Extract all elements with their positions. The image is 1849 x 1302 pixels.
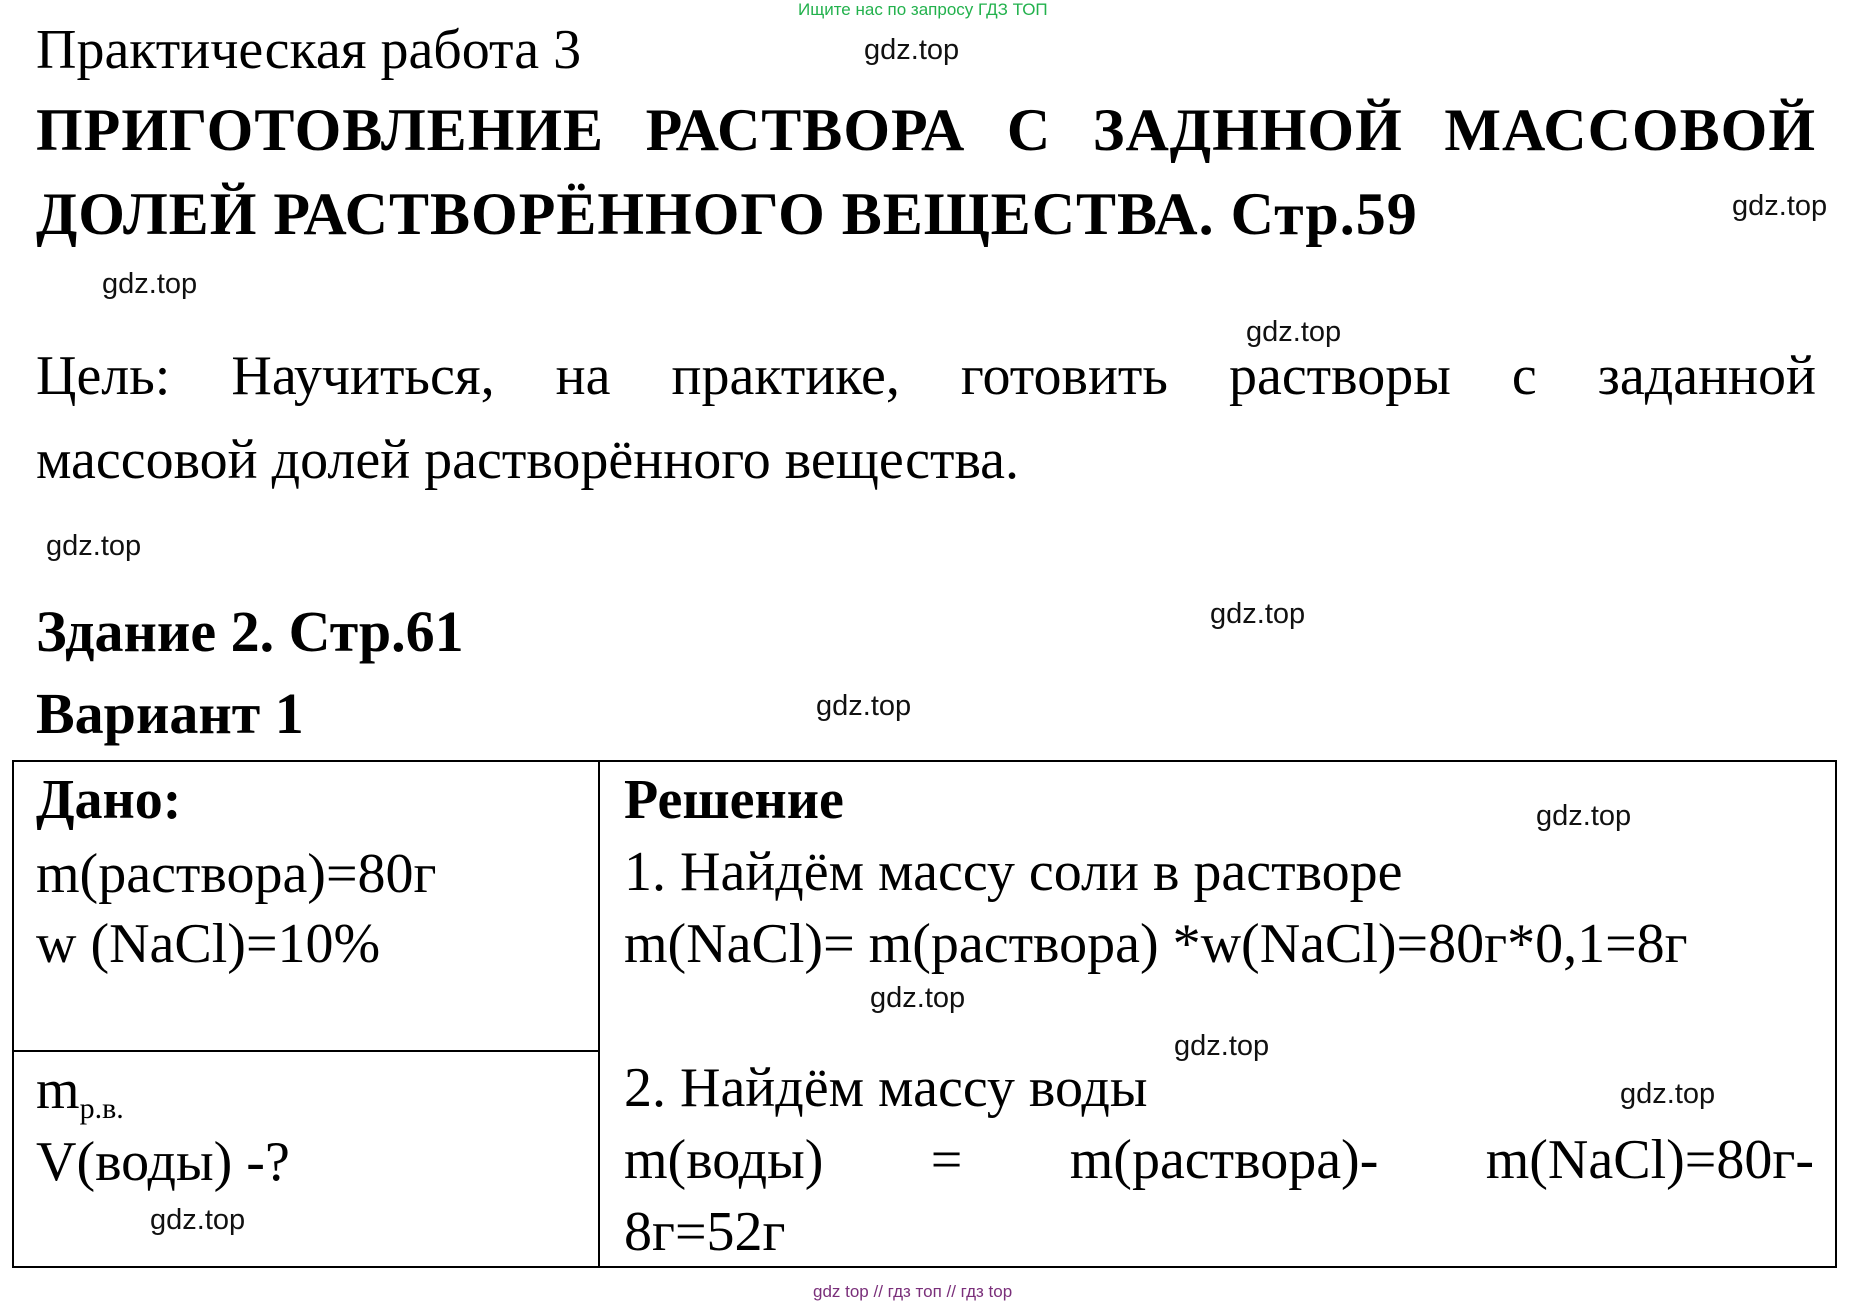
watermark: gdz.top [1732,190,1828,222]
find-m-subscript: р.в. [79,1092,124,1125]
table-horizontal-divider [12,1050,600,1052]
site-banner: Ищите нас по запросу ГДЗ ТОП [798,0,1048,19]
watermark: gdz.top [1620,1078,1716,1110]
find-water-volume: V(воды) -? [36,1131,290,1193]
find-solute-mass [36,1058,124,1126]
solution-step-2: 2. Найдём массу воды [624,1057,1148,1119]
given-header: Дано: [36,769,182,831]
given-mass-fraction: w (NaCl)=10% [36,913,381,975]
solution-header: Решение [624,769,844,831]
watermark: gdz.top [870,982,966,1014]
watermark: gdz.top [102,268,198,300]
task-heading: Здание 2. Стр.61 [36,599,464,664]
solution-step-1: 1. Найдём массу соли в растворе [624,841,1403,903]
watermark: gdz.top [816,690,912,722]
solution-formula-2-line-2: 8г=52г [624,1201,786,1263]
watermark: gdz.top [150,1204,246,1236]
title-line-1: ПРИГОТОВЛЕНИЕ РАСТВОРА С ЗАДННОЙ МАССОВОЙ [36,97,1816,163]
variant-heading: Вариант 1 [36,681,304,746]
solution-formula-2-line-1: m(воды) = m(раствора)- m(NaCl)=80г- [624,1129,1814,1191]
watermark: gdz.top [1210,598,1306,630]
watermark: gdz.top [1246,316,1342,348]
practical-work-label: Практическая работа 3 [36,19,582,81]
solution-formula-1: m(NaCl)= m(раствора) *w(NaCl)=80г*0,1=8г [624,913,1688,975]
given-solution-mass: m(раствора)=80г [36,843,437,905]
footer-watermark: gdz top // гдз топ // гдз top [813,1282,1013,1301]
goal-line-1: Цель: Научиться, на практике, готовить растворы с заданной [36,345,1816,407]
watermark: gdz.top [1536,800,1632,832]
watermark: gdz.top [1174,1030,1270,1062]
title-line-2: ДОЛЕЙ РАСТВОРЁННОГО ВЕЩЕСТВА. Стр.59 [36,181,1418,247]
find-m-symbol: m [36,1059,80,1121]
watermark: gdz.top [864,34,960,66]
goal-line-2: массовой долей растворённого вещества. [36,429,1020,491]
table-vertical-divider [598,760,600,1268]
watermark: gdz.top [46,530,142,562]
